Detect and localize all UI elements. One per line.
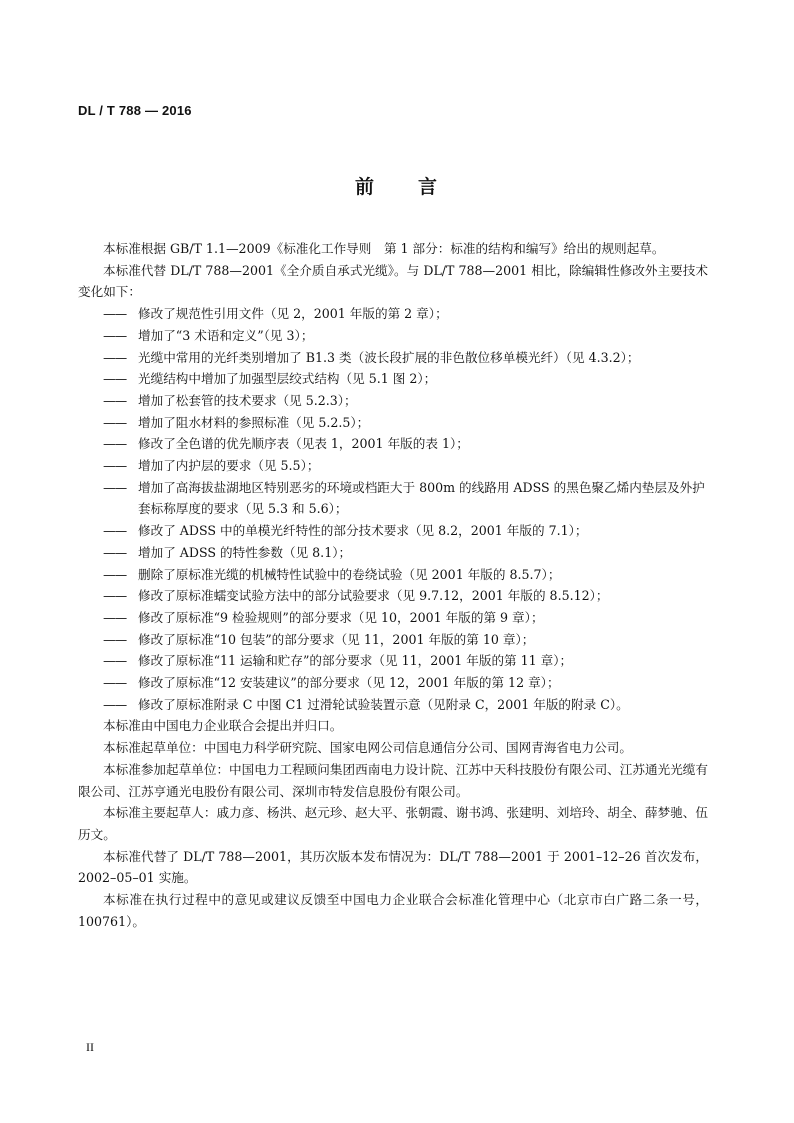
- dash-marker: ——: [103, 349, 127, 365]
- standard-code-header: DL / T 788 — 2016: [78, 103, 192, 118]
- dash-marker: ——: [103, 675, 127, 691]
- list-item: [78, 303, 708, 325]
- list-item-text: 增加了 ADSS 的特性参数（见 8.1）；: [138, 544, 352, 560]
- dash-marker: ——: [103, 588, 127, 604]
- list-item-text: 修改了全色谱的优先顺序表（见表 1，2001 年版的表 1）；: [138, 436, 469, 452]
- dash-marker: ——: [103, 458, 127, 474]
- list-item-text: 修改了原标准“11 运输和贮存”的部分要求（见 11，2001 年版的第 11 章）；: [138, 653, 573, 669]
- list-item-text: 修改了 ADSS 中的单模光纤特性的部分技术要求（见 8.2，2001 年版的 7.1）；: [138, 523, 588, 539]
- list-item-text: 修改了原标准“10 包装”的部分要求（见 11，2001 年版的第 10 章）；: [138, 631, 535, 647]
- list-item: [78, 520, 708, 542]
- list-item-text: 光缆中常用的光纤类别增加了 B1.3 类（波长段扩展的非色散位移单模光纤）（见 4.3.2）；: [138, 349, 640, 365]
- paragraph-feedback-contact: 本标准在执行过程中的意见或建议反馈至中国电力企业联合会标准化管理中心（北京市白广路二条一号，100761）。: [78, 892, 708, 929]
- list-item: [78, 390, 708, 412]
- page-number: II: [86, 1040, 94, 1054]
- list-item: [78, 477, 708, 520]
- paragraph-version-history: 本标准代替了 DL/T 788—2001，其历次版本发布情况为：DL/T 788—2001 于 2001–12–26 首次发布，2002–05–01 实施。: [78, 848, 708, 886]
- dash-marker: ——: [103, 609, 127, 625]
- dash-marker: ——: [103, 306, 127, 322]
- list-item-text: 修改了规范性引用文件（见 2，2001 年版的第 2 章）；: [138, 306, 448, 322]
- list-item: [78, 368, 708, 390]
- dash-marker: ——: [103, 653, 127, 669]
- list-item-text: 修改了原标准“12 安装建议”的部分要求（见 12，2001 年版的第 12 章）；: [138, 675, 560, 691]
- technical-changes-list: [78, 303, 708, 715]
- list-item-text: 删除了原标准光缆的机械特性试验中的卷绕试验（见 2001 年版的 8.5.7）；: [138, 566, 561, 582]
- list-item: [78, 607, 708, 629]
- dash-marker: ——: [103, 414, 127, 430]
- list-item: [78, 585, 708, 607]
- paragraph-drafting-rules: 本标准根据 GB/T 1.1—2009《标准化工作导则 第 1 部分：标准的结构和编写》给出的规则起草。: [103, 241, 665, 256]
- list-item-text: 增加了高海拔盐湖地区特别恶劣的环境或档距大于 800m 的线路用 ADSS 的黑色聚乙烯内垫层及外护套标称厚度的要求（见 5.3 和 5.6）；: [138, 479, 705, 517]
- list-item-text: 增加了松套管的技术要求（见 5.2.3）；: [138, 392, 357, 408]
- dash-marker: ——: [103, 371, 127, 387]
- paragraph-main-drafters: 本标准主要起草人：戚力彦、杨洪、赵元珍、赵大平、张朝霞、谢书鸿、张建明、刘培玲、胡全、薛梦驰、伍历文。: [78, 805, 708, 842]
- list-item: [78, 650, 708, 672]
- dash-marker: ——: [103, 436, 127, 452]
- list-item-text: 修改了原标准蠕变试验方法中的部分试验要求（见 9.7.12，2001 年版的 8.5.12）；: [138, 588, 609, 604]
- paragraph-proposer: 本标准由中国电力企业联合会提出并归口。: [103, 718, 343, 734]
- list-item-text: 增加了阻水材料的参照标准（见 5.2.5）；: [138, 414, 370, 430]
- dash-marker: ——: [103, 566, 127, 582]
- paragraph-drafting-units: 本标准起草单位：中国电力科学研究院、国家电网公司信息通信分公司、国网青海省电力公司。: [103, 740, 632, 756]
- list-item: [78, 325, 708, 347]
- list-item: [78, 629, 708, 651]
- dash-marker: ——: [103, 392, 127, 408]
- dash-marker: ——: [103, 544, 127, 560]
- list-item: [78, 347, 708, 369]
- list-item: [78, 412, 708, 434]
- list-item-text: 增加了内护层的要求（见 5.5）；: [138, 458, 320, 474]
- list-item-text: 修改了原标准附录 C 中图 C1 过滑轮试验装置示意（见附录 C，2001 年版的附录 C）。: [138, 696, 629, 712]
- dash-marker: ——: [103, 327, 127, 343]
- document-body: [78, 238, 708, 933]
- list-item-text: 光缆结构中增加了加强型层绞式结构（见 5.1 图 2）；: [138, 371, 437, 387]
- dash-marker: ——: [103, 696, 127, 712]
- dash-marker: ——: [103, 523, 127, 539]
- paragraph-replacement-intro: 本标准代替 DL/T 788—2001《全介质自承式光缆》。与 DL/T 788—2001 相比，除编辑性修改外主要技术变化如下：: [78, 262, 708, 300]
- paragraph-participating-units: 本标准参加起草单位：中国电力工程顾问集团西南电力设计院、江苏中天科技股份有限公司、江苏通光光缆有限公司、江苏亨通光电股份有限公司、深圳市特发信息股份有限公司。: [78, 761, 708, 799]
- list-item: [78, 542, 708, 564]
- list-item: [78, 455, 708, 477]
- dash-marker: ——: [103, 631, 127, 647]
- list-item: [78, 564, 708, 586]
- list-item-text: 增加了“3 术语和定义”（见 3）；: [138, 327, 314, 343]
- list-item: [78, 433, 708, 455]
- list-item: [78, 694, 708, 716]
- list-item-text: 修改了原标准“9 检验规则”的部分要求（见 10，2001 年版的第 9 章）；: [138, 609, 544, 625]
- page-title: 前 言: [354, 176, 439, 198]
- list-item: [78, 672, 708, 694]
- dash-marker: ——: [103, 479, 127, 495]
